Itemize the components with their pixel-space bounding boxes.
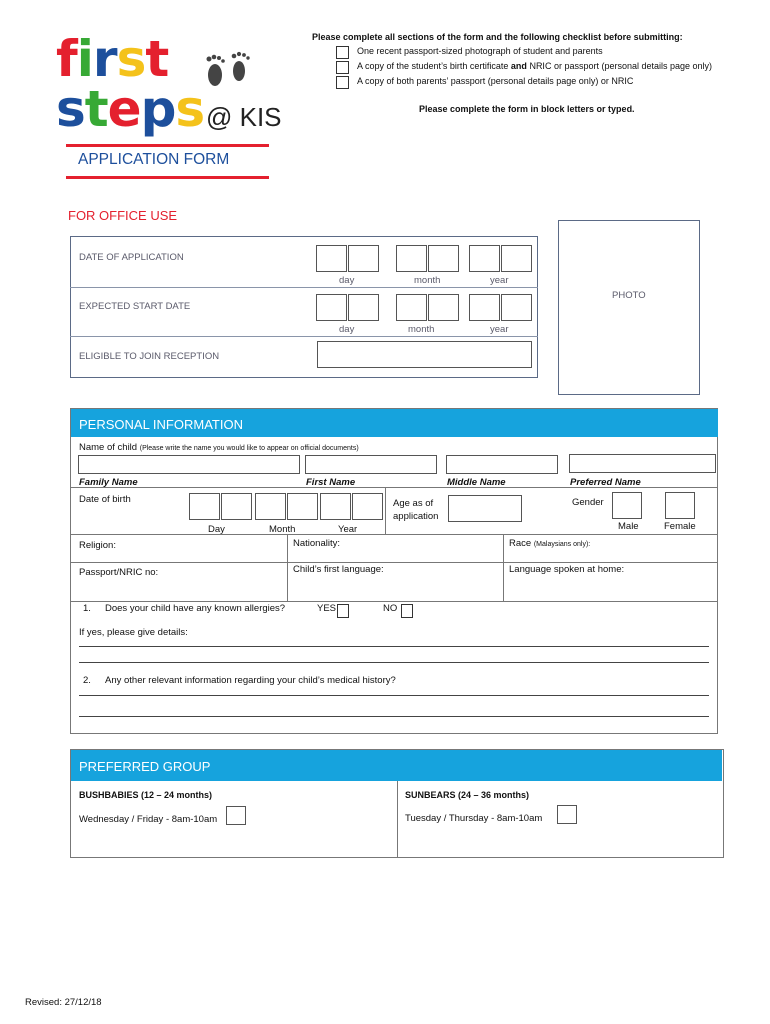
dob-label: Date of birth (79, 494, 131, 505)
photo-label: PHOTO (612, 290, 646, 301)
race-vline (503, 534, 504, 602)
nationality-label: Nationality: (293, 538, 340, 549)
dob-box-4[interactable] (287, 493, 318, 520)
eligible-field[interactable] (317, 341, 532, 368)
logo-line-steps: steps (56, 80, 205, 138)
row-divider-2 (70, 534, 718, 535)
preferred-name-field[interactable] (569, 454, 716, 473)
first-name-field[interactable] (305, 455, 437, 474)
group-title: PREFERRED GROUP (79, 759, 211, 774)
block-letters-note: Please complete the form in block letters or typed. (419, 104, 635, 114)
name-of-child-label: Name of child (Please write the name you would like to appear on official documents) (79, 442, 359, 453)
q1-yes-label: YES (317, 603, 337, 614)
dob-box-5[interactable] (320, 493, 351, 520)
dob-month-label: Month (269, 524, 296, 535)
religion-vline (287, 534, 288, 602)
group-vline (397, 781, 398, 857)
personal-title: PERSONAL INFORMATION (79, 417, 243, 432)
dob-day-label: Day (208, 524, 225, 535)
dob-box-6[interactable] (352, 493, 383, 520)
family-name-label: Family Name (79, 477, 138, 488)
start-month-1[interactable] (396, 294, 427, 321)
photo-box[interactable] (558, 220, 700, 395)
checklist-box-1[interactable] (336, 46, 349, 59)
bushbabies-box[interactable] (226, 806, 246, 825)
religion-label: Religion: (79, 540, 116, 551)
row-divider-3 (70, 562, 718, 563)
app-month-1[interactable] (396, 245, 427, 272)
office-divider-1 (70, 287, 538, 288)
bushbabies-label: BUSHBABIES (12 – 24 months) (79, 790, 213, 800)
revised-date: Revised: 27/12/18 (25, 997, 102, 1008)
app-year-label: year (490, 275, 509, 286)
start-day-label: day (339, 324, 355, 335)
start-year-1[interactable] (469, 294, 500, 321)
allergy-line-2[interactable] (79, 662, 709, 663)
dob-box-2[interactable] (221, 493, 252, 520)
app-month-2[interactable] (428, 245, 459, 272)
q2-text: Any other relevant information regarding your child’s medical history? (105, 675, 396, 686)
dob-year-label: Year (338, 524, 358, 535)
start-month-2[interactable] (428, 294, 459, 321)
middle-name-field[interactable] (446, 455, 558, 474)
dob-box-3[interactable] (255, 493, 286, 520)
q1-no-box[interactable] (401, 604, 413, 618)
sunbears-box[interactable] (557, 805, 577, 824)
app-month-label: month (414, 275, 441, 286)
title-rule-top (66, 144, 269, 147)
app-day-label: day (339, 275, 355, 286)
date-of-application-label: DATE OF APPLICATION (79, 252, 184, 263)
medical-line-1[interactable] (79, 695, 709, 696)
start-year-2[interactable] (501, 294, 532, 321)
form-title: APPLICATION FORM (78, 151, 230, 168)
gender-female-box[interactable] (665, 492, 695, 519)
age-field[interactable] (448, 495, 522, 522)
start-day-2[interactable] (348, 294, 379, 321)
q1-no-label: NO (383, 603, 398, 614)
office-title: FOR OFFICE USE (68, 208, 178, 223)
q1-yes-box[interactable] (337, 604, 349, 618)
q2-number: 2. (83, 675, 91, 686)
app-year-1[interactable] (469, 245, 500, 272)
checklist-item-1: One recent passport-sized photograph of student and parents (357, 46, 603, 56)
dob-vline (385, 487, 386, 535)
app-year-2[interactable] (501, 245, 532, 272)
first-language-label: Child’s first language: (293, 564, 384, 575)
logo-line-first: first (56, 30, 169, 88)
middle-name-label: Middle Name (447, 477, 506, 488)
title-rule-bottom (66, 176, 269, 179)
home-language-label: Language spoken at home: (509, 564, 625, 575)
start-month-label: month (408, 324, 435, 335)
q1-number: 1. (83, 603, 91, 614)
sunbears-time: Tuesday / Thursday - 8am-10am (405, 813, 543, 824)
expected-start-label: EXPECTED START DATE (79, 301, 191, 312)
start-day-1[interactable] (316, 294, 347, 321)
family-name-field[interactable] (78, 455, 300, 474)
app-day-1[interactable] (316, 245, 347, 272)
personal-header (71, 409, 718, 437)
checklist-item-2: A copy of the student’s birth certificate and NRIC or passport (personal details page only) (357, 61, 713, 71)
checklist-item-3: A copy of both parents’ passport (personal details page only) or NRIC (357, 76, 634, 86)
age-label: Age as of application (393, 498, 439, 522)
gender-male-box[interactable] (612, 492, 642, 519)
race-label: Race (Malaysians only): (509, 538, 591, 549)
sunbears-label: SUNBEARS (24 – 36 months) (405, 790, 530, 800)
checklist-heading: Please complete all sections of the form and the following checklist before submitting: (312, 32, 683, 42)
logo-kis: @ KIS (206, 102, 282, 132)
dob-box-1[interactable] (189, 493, 220, 520)
app-day-2[interactable] (348, 245, 379, 272)
allergy-line-1[interactable] (79, 646, 709, 647)
bushbabies-time: Wednesday / Friday - 8am-10am (79, 814, 218, 825)
group-header (71, 750, 722, 781)
passport-label: Passport/NRIC no: (79, 567, 159, 578)
eligible-label: ELIGIBLE TO JOIN RECEPTION (79, 351, 220, 362)
male-label: Male (618, 521, 639, 532)
logo (56, 30, 296, 138)
start-year-label: year (490, 324, 509, 335)
if-yes-label: If yes, please give details: (79, 627, 188, 638)
row-divider-4 (70, 601, 718, 602)
first-name-label: First Name (306, 477, 356, 488)
preferred-name-label: Preferred Name (570, 477, 641, 488)
office-divider-2 (70, 336, 538, 337)
q1-text: Does your child have any known allergies? (105, 603, 286, 614)
footprints-icon (201, 50, 253, 95)
gender-label: Gender (572, 497, 604, 508)
checklist-box-3[interactable] (336, 76, 349, 89)
female-label: Female (664, 521, 696, 532)
medical-line-2[interactable] (79, 716, 709, 717)
checklist-box-2[interactable] (336, 61, 349, 74)
row-divider-1 (70, 487, 718, 488)
